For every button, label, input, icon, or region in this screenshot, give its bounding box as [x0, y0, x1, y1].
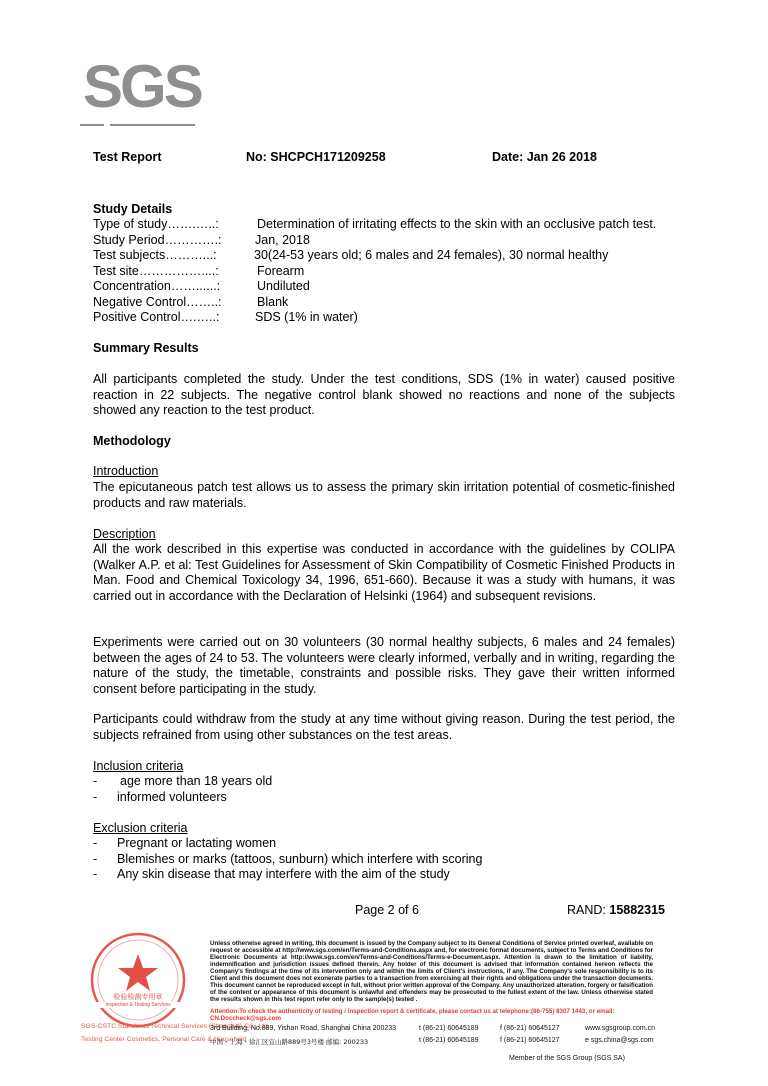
- study-row: [93, 232, 310, 247]
- study-row-label: Study Period………….:: [93, 232, 222, 247]
- study-row-value: SDS (1% in water): [255, 310, 358, 324]
- exclusion-item-text: Pregnant or lactating women: [117, 836, 277, 850]
- exclusion-item: - Pregnant or lactating women: [93, 836, 277, 850]
- logo-line-left: [80, 124, 104, 126]
- logo-text: SGS: [83, 53, 201, 120]
- report-date: Date: Jan 26 2018: [492, 150, 597, 164]
- inclusion-item: - informed volunteers: [93, 790, 227, 804]
- description-heading: Description: [93, 527, 156, 541]
- study-row-label: Test subjects………...:: [93, 248, 217, 262]
- study-row-value: Blank: [257, 294, 289, 309]
- company-division: Testing Center Cosmetics, Personal Care & Household: [81, 1036, 247, 1043]
- email: e sgs.china@sgs.com: [585, 1037, 654, 1044]
- rand-value: 15882315: [609, 903, 665, 917]
- inclusion-item: - age more than 18 years old: [93, 774, 273, 788]
- seal-graphic: [88, 930, 188, 1030]
- study-row-value: 30(24-53 years old; 6 males and 24 females), 30 normal healthy: [254, 248, 609, 262]
- inclusion-heading: Inclusion criteria: [93, 759, 184, 773]
- summary-text: All participants completed the study. Under the test conditions, SDS (1% in water) caused positive reaction in 22 subjects. The negative control blank showed no reactions and none of the subjects showed any reaction to the test product.: [93, 372, 675, 417]
- description-paragraph-2: Experiments were carried out on 30 volunteers (30 normal healthy subjects, 6 males and 24 females) between the ages of 24 to 53. The volunteers were clearly informed, verbally and in writing, regarding the nature of the study, the timetable, constraints and possible risks. They gave their written informed consent before participating in the study.: [93, 635, 675, 696]
- authenticity-notice: Attention:To check the authenticity of testing / inspection report & certificate, please contact us at telephone:(86-755) 8307 1443, or email: CN.Doccheck@sgs.com: [210, 1008, 615, 1022]
- study-row: [93, 217, 657, 231]
- study-row-label: Type of study…….…..:: [93, 217, 219, 231]
- methodology-heading: Methodology: [93, 434, 171, 448]
- report-label: Test Report: [93, 150, 162, 164]
- study-row: [93, 279, 310, 293]
- fax-2: f (86-21) 60645127: [500, 1037, 560, 1044]
- seal-text: 检验检测专用章: [113, 993, 163, 1001]
- rand-label: RAND:: [567, 903, 610, 917]
- exclusion-item-text: Any skin disease that may interfere with the aim of the study: [117, 867, 450, 881]
- sgs-logo: [80, 48, 201, 126]
- exclusion-item: - Blemishes or marks (tattoos, sunburn) which interfere with scoring: [93, 852, 483, 866]
- introduction-text: The epicutaneous patch test allows us to assess the primary skin irritation potential of cosmetic-finished products and raw materials.: [93, 480, 675, 510]
- study-row-label: Negative Control……..:: [93, 294, 222, 309]
- inclusion-item-text: informed volunteers: [117, 790, 227, 804]
- exclusion-item: - Any skin disease that may interfere with the aim of the study: [93, 867, 450, 881]
- website: www.sgsgroup.com.cn: [585, 1025, 656, 1032]
- legal-disclaimer: Unless otherwise agreed in writing, this document is issued by the Company subject to its General Conditions of Service printed overleaf, available on request or accessible at http://www.sgs.com/en/Terms-and-Conditions.aspx and, for electronic format documents, subject to Terms and Conditions for Electronic Documents at http://www.sgs.com/en/Terms-and-Conditions/Terms-e-Document.aspx. Attention is drawn to the limitation of liability, indemnification and jurisdiction issues defined therein. Any holder of this document is advised that information contained hereon reflects the Company's findings at the time of its intervention only and within the limits of Client's instructions, if any. The Company's sole responsibility is to its Client and this document does not exonerate parties to a transaction from exercising all their rights and obligations under the transaction documents. This document cannot be reproduced except in full, without prior written approval of the Company. Any unauthorized alteration, forgery or falsification of the content or appearance of this document is unlawful and offenders may be prosecuted to the fullest extent of the law. Unless otherwise stated the results shown in this test report refer only to the sample(s) tested .: [210, 940, 653, 1003]
- study-row-label: Test site……………....:: [93, 263, 219, 278]
- inclusion-item-text: age more than 18 years old: [120, 774, 273, 788]
- seal-subtext: Inspection & Testing Services: [88, 1002, 188, 1008]
- study-row: [93, 263, 305, 278]
- exclusion-heading: Exclusion criteria: [93, 821, 188, 835]
- study-row-label: Concentration……......:: [93, 279, 221, 293]
- logo-line-right: [110, 124, 195, 126]
- study-row: [93, 248, 609, 262]
- telephone-2: t (86-21) 60645189: [419, 1037, 479, 1044]
- study-row: [93, 294, 289, 309]
- study-row-value: Undiluted: [257, 279, 310, 293]
- official-seal: [88, 930, 188, 1030]
- study-row-value: Determination of irritating effects to the skin with an occlusive patch test.: [257, 217, 657, 231]
- telephone-1: t (86-21) 60645189: [419, 1025, 479, 1032]
- fax-1: f (86-21) 60645127: [500, 1025, 560, 1032]
- study-row-value: Jan, 2018: [255, 232, 310, 247]
- study-details-heading: Study Details: [93, 202, 173, 216]
- address-cn: 中国・上海・徐汇区宜山路889号3号楼 邮编: 200233: [210, 1038, 369, 1046]
- address-en: 3rd Building, No.889, Yishan Road, Shanghai China 200233: [210, 1025, 397, 1032]
- company-name: SGS-CSTC Standards Technical Services (Shanghai) Co., Ltd.: [81, 1023, 270, 1030]
- member-line: Member of the SGS Group (SGS SA): [509, 1055, 625, 1062]
- study-row: [93, 310, 358, 324]
- description-paragraph-3: Participants could withdraw from the study at any time without giving reason. During the test period, the subjects refrained from using other substances on the test areas.: [93, 712, 675, 742]
- description-paragraph-1: All the work described in this expertise was conducted in accordance with the guidelines by COLIPA (Walker A.P. et al: Test Guidelines for Assessment of Skin Compatibility of Cosmetic Finished Products in Man. Food and Chemical Toxicology 34, 1996, 651-660). Because it was a study with humans, it was carried out in accordance with the Declaration of Helsinki (1964) and subsequent revisions.: [93, 542, 675, 603]
- summary-heading: Summary Results: [93, 341, 199, 355]
- rand-code: [567, 903, 665, 919]
- study-row-value: Forearm: [257, 263, 305, 278]
- introduction-heading: Introduction: [93, 464, 159, 478]
- exclusion-item-text: Blemishes or marks (tattoos, sunburn) which interfere with scoring: [117, 852, 483, 866]
- study-row-label: Positive Control….…..:: [93, 310, 220, 324]
- page-number: Page 2 of 6: [355, 903, 419, 917]
- report-number: No: SHCPCH171209258: [246, 150, 386, 164]
